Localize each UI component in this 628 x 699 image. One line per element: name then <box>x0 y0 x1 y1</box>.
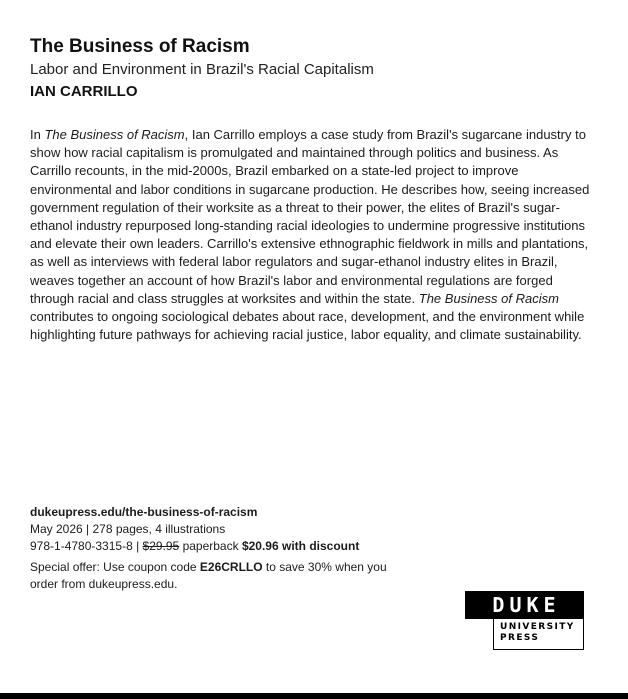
isbn: 978-1-4780-3315-8 | <box>30 539 143 553</box>
publication-date-pages: May 2026 | 278 pages, 4 illustrations <box>30 522 226 536</box>
format: paperback <box>179 539 242 553</box>
book-details <box>30 504 359 555</box>
isbn-price-line <box>30 538 359 555</box>
logo-line-university: UNIVERSITY <box>500 622 575 632</box>
special-offer <box>30 559 410 593</box>
logo-university-press <box>493 619 584 650</box>
book-description <box>30 126 595 344</box>
description-title-italic: The Business of Racism <box>44 127 185 142</box>
duke-university-press-logo <box>465 591 584 650</box>
discount-price: $20.96 with discount <box>241 539 360 553</box>
book-author: IAN CARRILLO <box>30 83 138 100</box>
logo-duke-wordmark: DUKE <box>465 591 584 619</box>
description-text: contributes to ongoing sociological debates about race, development, and the environment while highlighting future pathways for achieving racial justice, labor equality, and climate sustainability. <box>30 309 585 343</box>
description-text: In <box>30 127 45 142</box>
bottom-divider <box>0 693 628 699</box>
book-url-link[interactable]: dukeupress.edu/the-business-of-racism <box>30 505 258 519</box>
logo-line-press: PRESS <box>500 633 540 643</box>
coupon-code: E26CRLLO <box>199 560 263 574</box>
description-title-italic: The Business of Racism <box>418 290 559 306</box>
offer-text: Special offer: Use coupon code <box>30 560 200 574</box>
book-subtitle: Labor and Environment in Brazil's Racial Capitalism <box>30 61 374 78</box>
original-price: $29.95 <box>142 539 180 553</box>
description-text: , Ian Carrillo employs a case study from Brazil's sugarcane industry to show how racial capitalism is promulgated and maintained through politics and business. As Carrillo recounts, in the mid-2000s, Brazil embarked on a state-led project to improve environmental and labor conditions in sugarcane production. He describes how, seeing increased government regulation of their worksite as a threat to their power, the elites of Brazil's sugar-ethanol industry repurposed long-standing racial ideologies to undermine progressive institutions and elevate their own leaders. Carrillo's extensive ethnographic fieldwork in mills and plantations, as well as interviews with federal labor regulators and sugar-ethanol industry elites in Brazil, weaves together an account of how Brazil's labor and environmental regulations are forged through racial and class struggles at worksites and within the state. <box>30 127 590 306</box>
offer-text: to save 30% when you order from dukeupress.edu. <box>30 560 387 591</box>
book-title: The Business of Racism <box>30 36 250 57</box>
